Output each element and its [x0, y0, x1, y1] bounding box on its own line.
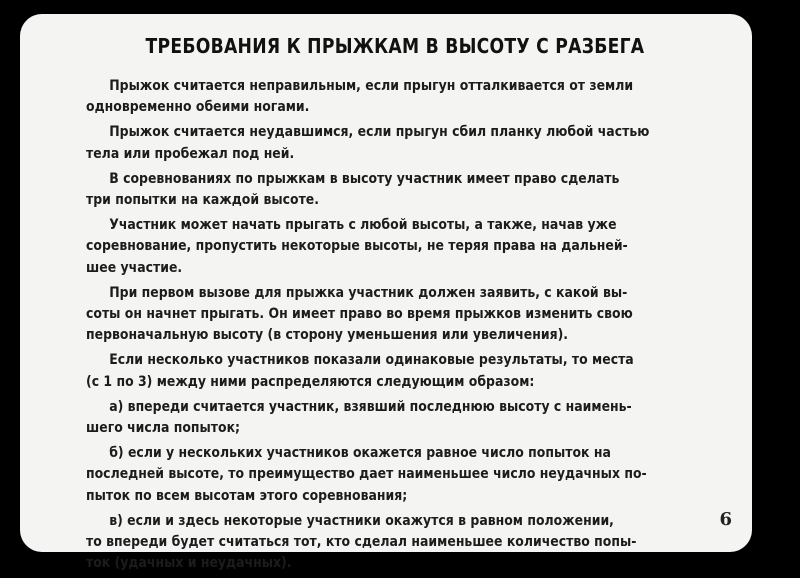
paragraph-2 [86, 122, 726, 164]
text-line: тела или пробежал под ней. [86, 145, 295, 162]
paragraph-6 [86, 350, 726, 392]
text-line: (с 1 по 3) между ними распределяются следующим образом: [86, 373, 535, 390]
text-line: шее участие. [86, 259, 183, 276]
text-line: ток (удачных и неудачных). [86, 555, 292, 572]
text-line: а) впереди считается участник, взявший последнюю высоту с наимень- [109, 398, 632, 415]
page-number: 6 [719, 509, 732, 530]
text-line: пыток по всем высотам этого соревнования; [86, 487, 408, 504]
paragraph-3 [86, 169, 726, 211]
text-line: то впереди будет считаться тот, кто сделал наименьшее количество попы- [86, 534, 637, 551]
page-title: ТРЕБОВАНИЯ К ПРЫЖКАМ В ВЫСОТУ С РАЗБЕГА [145, 34, 645, 58]
paragraph-item-v [86, 511, 726, 575]
text-line: соревнование, пропустить некоторые высоты, не теряя права на дальней- [86, 238, 628, 255]
text-line: в) если и здесь некоторые участники окажутся в равном положении, [109, 512, 614, 529]
paragraph-item-b [86, 443, 726, 507]
slide-frame [20, 14, 752, 572]
text-line: В соревнованиях по прыжкам в высоту участник имеет право сделать [109, 170, 620, 187]
text-line: последней высоте, то преимущество дает наименьшее число неудачных по- [86, 466, 647, 483]
text-line: Прыжок считается неправильным, если прыгун отталкивается от земли [109, 78, 634, 94]
paragraph-1 [86, 76, 726, 118]
text-line: соты он начнет прыгать. Он имеет право во время прыжков изменить свою [86, 306, 633, 323]
text-line: три попытки на каждой высоте. [86, 192, 320, 209]
text-line: Если несколько участников показали одинаковые результаты, то места [109, 352, 634, 369]
text-line: одновременно обеими ногами. [86, 99, 310, 116]
paragraph-5 [86, 283, 726, 347]
paragraph-4 [86, 215, 726, 279]
rules-text [86, 76, 726, 578]
text-line: Участник может начать прыгать с любой высоты, а также, начав уже [109, 217, 617, 234]
text-line: первоначальную высоту (в сторону уменьшения или увеличения). [86, 327, 569, 344]
text-line: шего числа попыток; [86, 420, 241, 437]
text-line: При первом вызове для прыжка участник должен заявить, с какой вы- [109, 284, 628, 301]
text-line: Прыжок считается неудавшимся, если прыгун сбил планку любой частью [109, 124, 650, 141]
paragraph-item-a [86, 397, 726, 439]
text-line: б) если у нескольких участников окажется равное число попыток на [109, 445, 611, 462]
